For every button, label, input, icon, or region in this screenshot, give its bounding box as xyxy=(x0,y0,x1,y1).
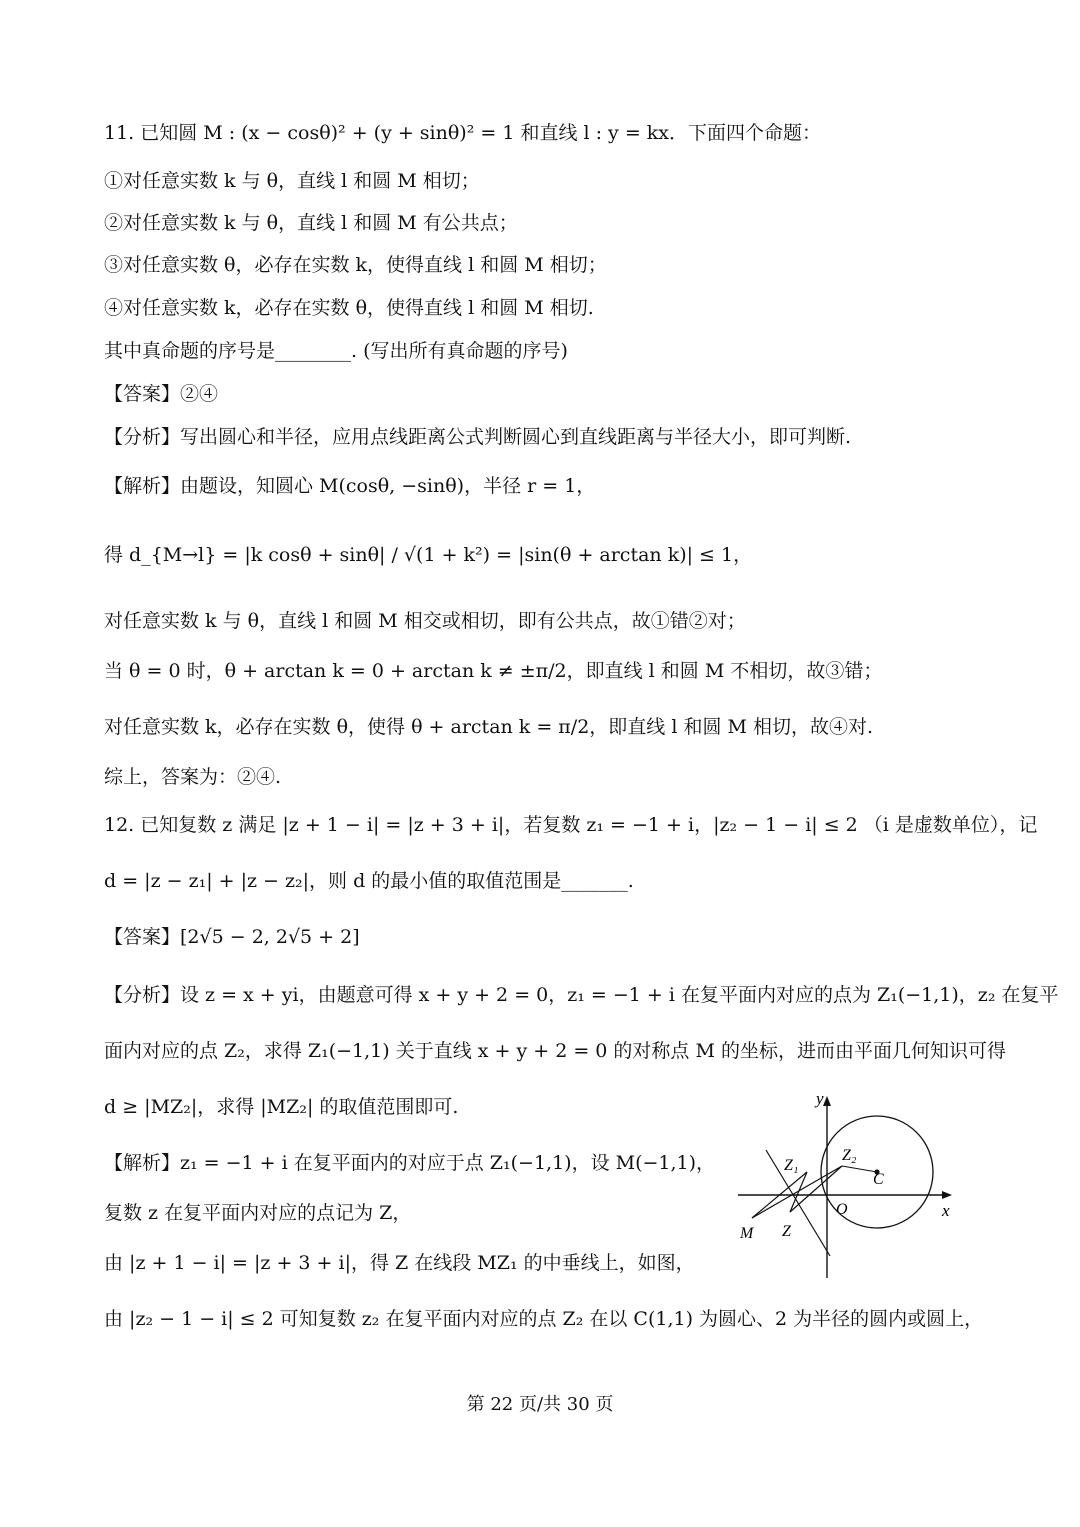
label-x: x xyxy=(942,1201,950,1220)
label-c: C xyxy=(873,1171,884,1188)
segment-z-z1 xyxy=(790,1172,807,1212)
complex-plane-figure xyxy=(730,1088,970,1283)
text-line-q11-answer: 【答案】②④ xyxy=(104,383,219,405)
text-line-q12-stem2: d = |z − z₁| + |z − z₂|，则 d 的最小值的取值范围是_______. xyxy=(104,870,634,892)
text-line-q11-ask: 其中真命题的序号是________. (写出所有真命题的序号) xyxy=(104,340,568,362)
text-line-q11-sol3: 对任意实数 k 与 θ，直线 l 和圆 M 相交或相切，即有公共点，故①错②对； xyxy=(104,610,746,632)
text-line-q11-p2: ②对任意实数 k 与 θ，直线 l 和圆 M 有公共点； xyxy=(104,212,518,234)
text-line-q12-sol3: 由 |z + 1 − i| = |z + 3 + i|，得 Z 在线段 MZ₁ 的中垂线上，如图， xyxy=(104,1252,695,1274)
text-line-q11-sol4: 当 θ = 0 时，θ + arctan k = 0 + arctan k ≠ ±π/2，即直线 l 和圆 M 不相切，故③错； xyxy=(104,660,883,682)
text-line-q11-p4: ④对任意实数 k，必存在实数 θ，使得直线 l 和圆 M 相切. xyxy=(104,297,594,319)
text-line-q11-sol6: 综上，答案为：②④. xyxy=(104,766,282,788)
x-axis-arrow xyxy=(942,1191,952,1199)
text-line-q12-analysis3: d ≥ |MZ₂|，求得 |MZ₂| 的取值范围即可. xyxy=(104,1096,459,1118)
label-z1: Z₁ xyxy=(784,1157,799,1174)
text-line-q11-p3: ③对任意实数 θ，必存在实数 k，使得直线 l 和圆 M 相切； xyxy=(104,254,607,276)
label-y: y xyxy=(816,1089,824,1108)
text-line-q11-sol2: 得 d_{M→l} = |k cosθ + sinθ| / √(1 + k²) = |sin(θ + arctan k)| ≤ 1， xyxy=(104,544,753,566)
text-line-q12-stem1: 12. 已知复数 z 满足 |z + 1 − i| = |z + 3 + i|，若复数 z₁ = −1 + i，|z₂ − 1 − i| ≤ 2 （i 是虚数单位），记 xyxy=(104,814,1038,836)
text-line-q12-answer: 【答案】[2√5 − 2, 2√5 + 2] xyxy=(104,926,360,948)
text-line-q12-sol1: 【解析】z₁ = −1 + i 在复平面内的对应于点 Z₁(−1,1)，设 M(−1,1)， xyxy=(104,1152,716,1174)
text-line-q11-sol1: 【解析】由题设，知圆心 M(cosθ, −sinθ)，半径 r = 1， xyxy=(104,475,596,497)
segment-z2-c xyxy=(842,1166,877,1172)
text-line-q12-sol4: 由 |z₂ − 1 − i| ≤ 2 可知复数 z₂ 在复平面内对应的点 Z₂ 在以 C(1,1) 为圆心、2 为半径的圆内或圆上， xyxy=(104,1308,984,1330)
y-axis-arrow xyxy=(823,1096,831,1106)
text-line-q11-sol5: 对任意实数 k，必存在实数 θ，使得 θ + arctan k = π/2，即直线 l 和圆 M 相切，故④对. xyxy=(104,716,874,738)
text-line-q11-analysis: 【分析】写出圆心和半径，应用点线距离公式判断圆心到直线距离与半径大小，即可判断. xyxy=(104,426,852,448)
text-line-q11-stem: 11. 已知圆 M : (x − cosθ)² + (y + sinθ)² = 1 和直线 l : y = kx．下面四个命题： xyxy=(104,122,822,144)
label-z2: Z₂ xyxy=(842,1147,857,1164)
text-line-q12-sol2: 复数 z 在复平面内对应的点记为 Z， xyxy=(104,1202,412,1224)
label-m: M xyxy=(740,1225,754,1242)
page-footer: 第 22 页/共 30 页 xyxy=(466,1394,614,1415)
label-z: Z xyxy=(782,1223,791,1240)
text-line-q12-analysis2: 面内对应的点 Z₂，求得 Z₁(−1,1) 关于直线 x + y + 2 = 0 的对称点 M 的坐标，进而由平面几何知识可得 xyxy=(104,1040,1006,1062)
label-o: O xyxy=(836,1201,848,1218)
text-line-q11-p1: ①对任意实数 k 与 θ，直线 l 和圆 M 相切； xyxy=(104,170,480,192)
text-line-q12-analysis1: 【分析】设 z = x + yi，由题意可得 x + y + 2 = 0，z₁ = −1 + i 在复平面内对应的点为 Z₁(−1,1)，z₂ 在复平 xyxy=(104,984,1059,1006)
